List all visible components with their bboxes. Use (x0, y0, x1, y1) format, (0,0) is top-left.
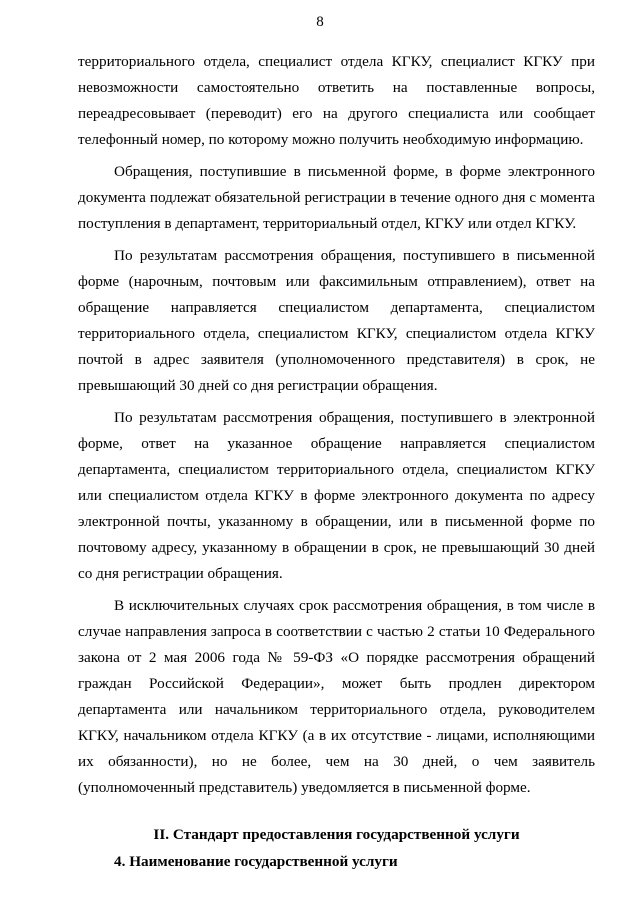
paragraph-registration: Обращения, поступившие в письменной форме, в форме электронного документа подлежат обязательной регистрации в течение одного дня с момента поступления в департамент, территориальный отдел, КГКУ или отдел КГКУ. (78, 163, 595, 232)
paragraph-continuation: территориального отдела, специалист отдела КГКУ, специалист КГКУ при невозможности самостоятельно ответить на поставленные вопросы, переадресовывает (переводит) его на другого специалиста или сообщает телефонный номер, по которому можно получить необходимую информацию. (78, 53, 595, 148)
page-number: 8 (316, 14, 324, 30)
subsection-heading: 4. Наименование государственной услуги (114, 853, 398, 870)
section-heading: II. Стандарт предоставления государственной услуги (153, 826, 520, 843)
paragraph-written-response: По результатам рассмотрения обращения, поступившего в письменной форме (нарочным, почтовым или факсимильным отправлением), ответ на обращение направляется специалистом департамента, специалистом территориального отдела, специалистом КГКУ, специалистом отдела КГКУ почтой в адрес заявителя (уполномоченного представителя) в срок, не превышающий 30 дней со дня регистрации обращения. (78, 247, 595, 394)
paragraph-electronic-response: По результатам рассмотрения обращения, поступившего в электронной форме, ответ на указанное обращение направляется специалистом департамента, специалистом территориального отдела, специалистом КГКУ или специалистом отдела КГКУ в форме электронного документа по адресу электронной почты, указанному в обращении, или в письменной форме по почтовому адресу, указанному в обращении в срок, не превышающий 30 дней со дня регистрации обращения. (78, 409, 595, 582)
paragraph-extension: В исключительных случаях срок рассмотрения обращения, в том числе в случае направления запроса в соответствии с частью 2 статьи 10 Федерального закона от 2 мая 2006 года № 59-ФЗ «О порядке рассмотрения обращений граждан Российской Федерации», может быть продлен директором департамента или начальником территориального отдела, руководителем КГКУ, начальником отдела КГКУ (а в их отсутствие - лицами, исполняющими их обязанности), но не более, чем на 30 дней, о чем заявитель (уполномоченный представитель) уведомляется в письменной форме. (78, 597, 595, 796)
body-text (78, 49, 595, 807)
